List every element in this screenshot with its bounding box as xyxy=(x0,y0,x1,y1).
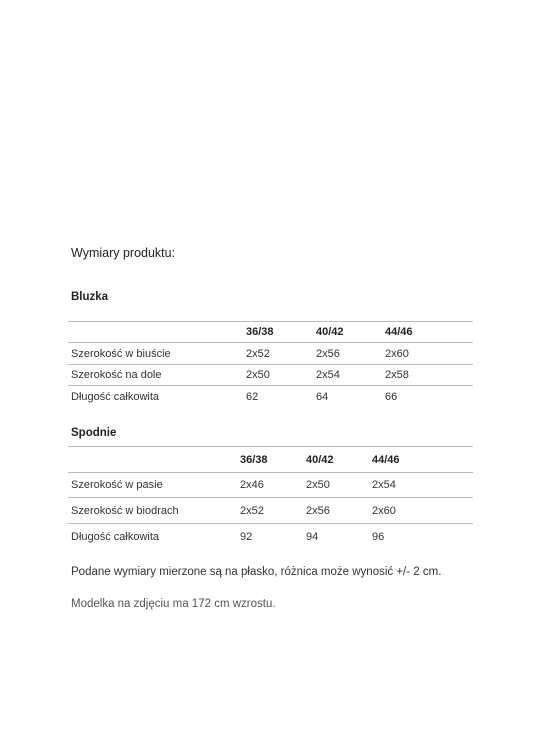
page-heading: Wymiary produktu: xyxy=(71,246,176,260)
cell-value: 62 xyxy=(246,390,259,403)
table-row xyxy=(68,365,473,386)
row-label: Długość całkowita xyxy=(71,530,160,543)
table-header-row xyxy=(68,447,473,473)
pants-section-title: Spodnie xyxy=(71,427,117,439)
cell-value: 2x54 xyxy=(372,479,396,491)
table-row xyxy=(68,473,473,498)
row-label: Szerokość w pasie xyxy=(71,479,163,491)
cell-value: 96 xyxy=(372,530,385,543)
model-height-note: Modelka na zdjęciu ma 172 cm wzrostu. xyxy=(71,598,276,610)
table-row xyxy=(68,498,473,524)
pants-size-table xyxy=(68,446,473,550)
blouse-size-table xyxy=(68,321,473,408)
cell-value: 2x52 xyxy=(240,504,264,517)
header-cell-size: 36/38 xyxy=(240,453,268,466)
row-label: Szerokość w biuście xyxy=(71,347,171,360)
cell-value: 2x58 xyxy=(385,369,409,381)
cell-value: 2x60 xyxy=(385,347,409,360)
header-cell-size: 36/38 xyxy=(246,326,274,338)
table-row xyxy=(68,524,473,550)
table-row xyxy=(68,343,473,365)
cell-value: 66 xyxy=(385,390,398,403)
header-cell-label xyxy=(68,322,243,343)
table-header-row xyxy=(68,322,473,343)
cell-value: 2x46 xyxy=(240,479,264,491)
blouse-section-title: Bluzka xyxy=(71,291,109,303)
cell-value: 2x54 xyxy=(316,369,340,381)
cell-value: 2x56 xyxy=(306,504,330,517)
header-cell-size: 44/46 xyxy=(372,453,400,466)
cell-value: 94 xyxy=(306,530,319,543)
row-label: Długość całkowita xyxy=(71,390,160,403)
header-cell-size: 44/46 xyxy=(385,326,413,338)
cell-value: 2x50 xyxy=(246,369,270,381)
cell-value: 92 xyxy=(240,530,253,543)
row-label: Szerokość na dole xyxy=(71,369,162,381)
cell-value: 2x60 xyxy=(372,504,396,517)
table-row xyxy=(68,386,473,408)
cell-value: 2x52 xyxy=(246,347,270,360)
row-label: Szerokość w biodrach xyxy=(71,504,179,517)
cell-value: 2x50 xyxy=(306,479,330,491)
header-cell-size: 40/42 xyxy=(306,453,334,466)
cell-value: 2x56 xyxy=(316,347,340,360)
header-cell-size: 40/42 xyxy=(316,326,344,338)
header-cell-label xyxy=(68,447,237,473)
measurement-note: Podane wymiary mierzone są na płasko, różnica może wynosić +/- 2 cm. xyxy=(71,566,442,578)
cell-value: 64 xyxy=(316,390,329,403)
